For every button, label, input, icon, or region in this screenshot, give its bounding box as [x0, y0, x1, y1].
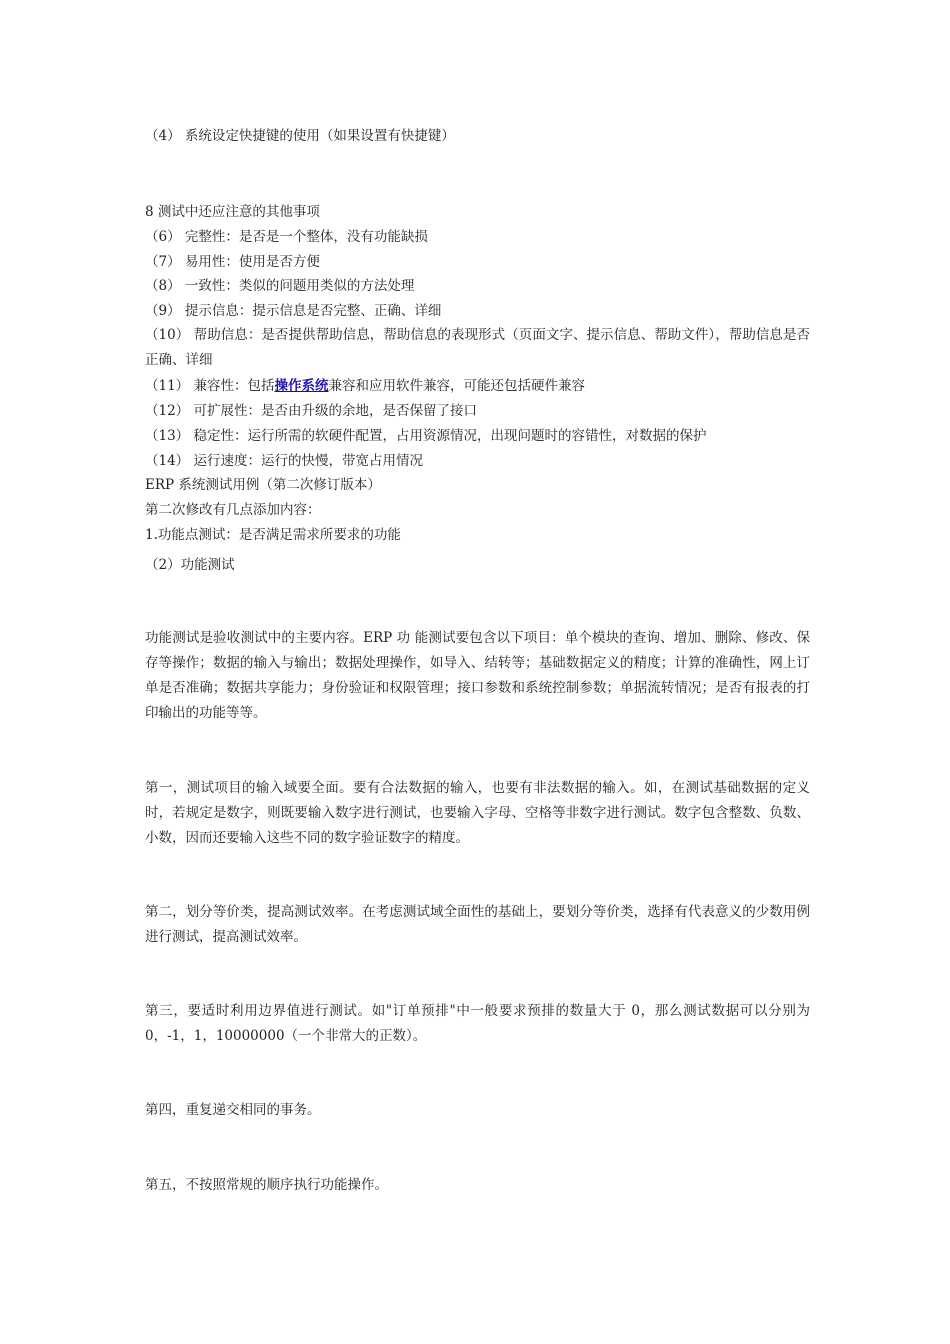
- list-item-14: （14） 运行速度：运行的快慢，带宽占用情况: [145, 453, 423, 469]
- paragraph-fifth: 第五，不按照常规的顺序执行功能操作。: [145, 1177, 388, 1193]
- section-heading-8: 8 测试中还应注意的其他事项: [145, 204, 320, 220]
- list-item-4: （4） 系统设定快捷键的使用（如果设置有快捷键）: [145, 128, 455, 144]
- paragraph-third: 第三，要适时利用边界值进行测试。如"订单预排"中一般要求预排的数量大于 0，那么测试数据可以分别为 0，-1，1，10000000（一个非常大的正数）。: [145, 1003, 810, 1044]
- list-item-10: （10） 帮助信息：是否提供帮助信息，帮助信息的表现形式（页面文字、提示信息、帮助文件），帮助信息是否正确、详细: [145, 327, 810, 368]
- erp-title: ERP 系统测试用例（第二次修订版本）: [145, 477, 381, 493]
- point-1: 1.功能点测试：是否满足需求所要求的功能: [145, 527, 401, 543]
- point-2: （2）功能测试: [145, 557, 235, 573]
- list-item-11-prefix: （11） 兼容性：包括: [145, 378, 275, 394]
- list-item-11: [145, 376, 585, 396]
- list-item-8: （8） 一致性：类似的问题用类似的方法处理: [145, 278, 415, 294]
- paragraph-second: 第二，划分等价类，提高测试效率。在考虑测试域全面性的基础上，要划分等价类，选择有代表意义的少数用例进行测试，提高测试效率。: [145, 904, 810, 945]
- list-item-11-suffix: 兼容和应用软件兼容，可能还包括硬件兼容: [328, 378, 585, 394]
- paragraph-first: 第一，测试项目的输入域要全面。要有合法数据的输入，也要有非法数据的输入。如，在测试基础数据的定义时，若规定是数字，则既要输入数字进行测试，也要输入字母、空格等非数字进行测试。数字包含整数、负数、小数，因而还要输入这些不同的数字验证数字的精度。: [145, 780, 810, 846]
- operating-system-link[interactable]: 操作系统: [274, 378, 329, 394]
- list-item-12: （12） 可扩展性：是否由升级的余地，是否保留了接口: [145, 403, 477, 419]
- paragraph-fourth: 第四，重复递交相同的事务。: [145, 1102, 321, 1118]
- list-item-7: （7） 易用性：使用是否方便: [145, 254, 320, 270]
- list-item-13: （13） 稳定性：运行所需的软硬件配置，占用资源情况，出现问题时的容错性，对数据的保护: [145, 428, 707, 444]
- list-item-9: （9） 提示信息：提示信息是否完整、正确、详细: [145, 303, 442, 319]
- paragraph-functional-test: 功能测试是验收测试中的主要内容。ERP 功 能测试要包含以下项目：单个模块的查询、增加、删除、修改、保存等操作；数据的输入与输出；数据处理操作，如导入、结转等；基础数据定义的精度；计算的准确性，网上订单是否准确；数据共享能力；身份验证和权限管理；接口参数和系统控制参数；单据流转情况；是否有报表的打印输出的功能等等。: [145, 630, 810, 721]
- revision-note: 第二次修改有几点添加内容：: [145, 502, 321, 518]
- list-item-6: （6） 完整性：是否是一个整体，没有功能缺损: [145, 229, 428, 245]
